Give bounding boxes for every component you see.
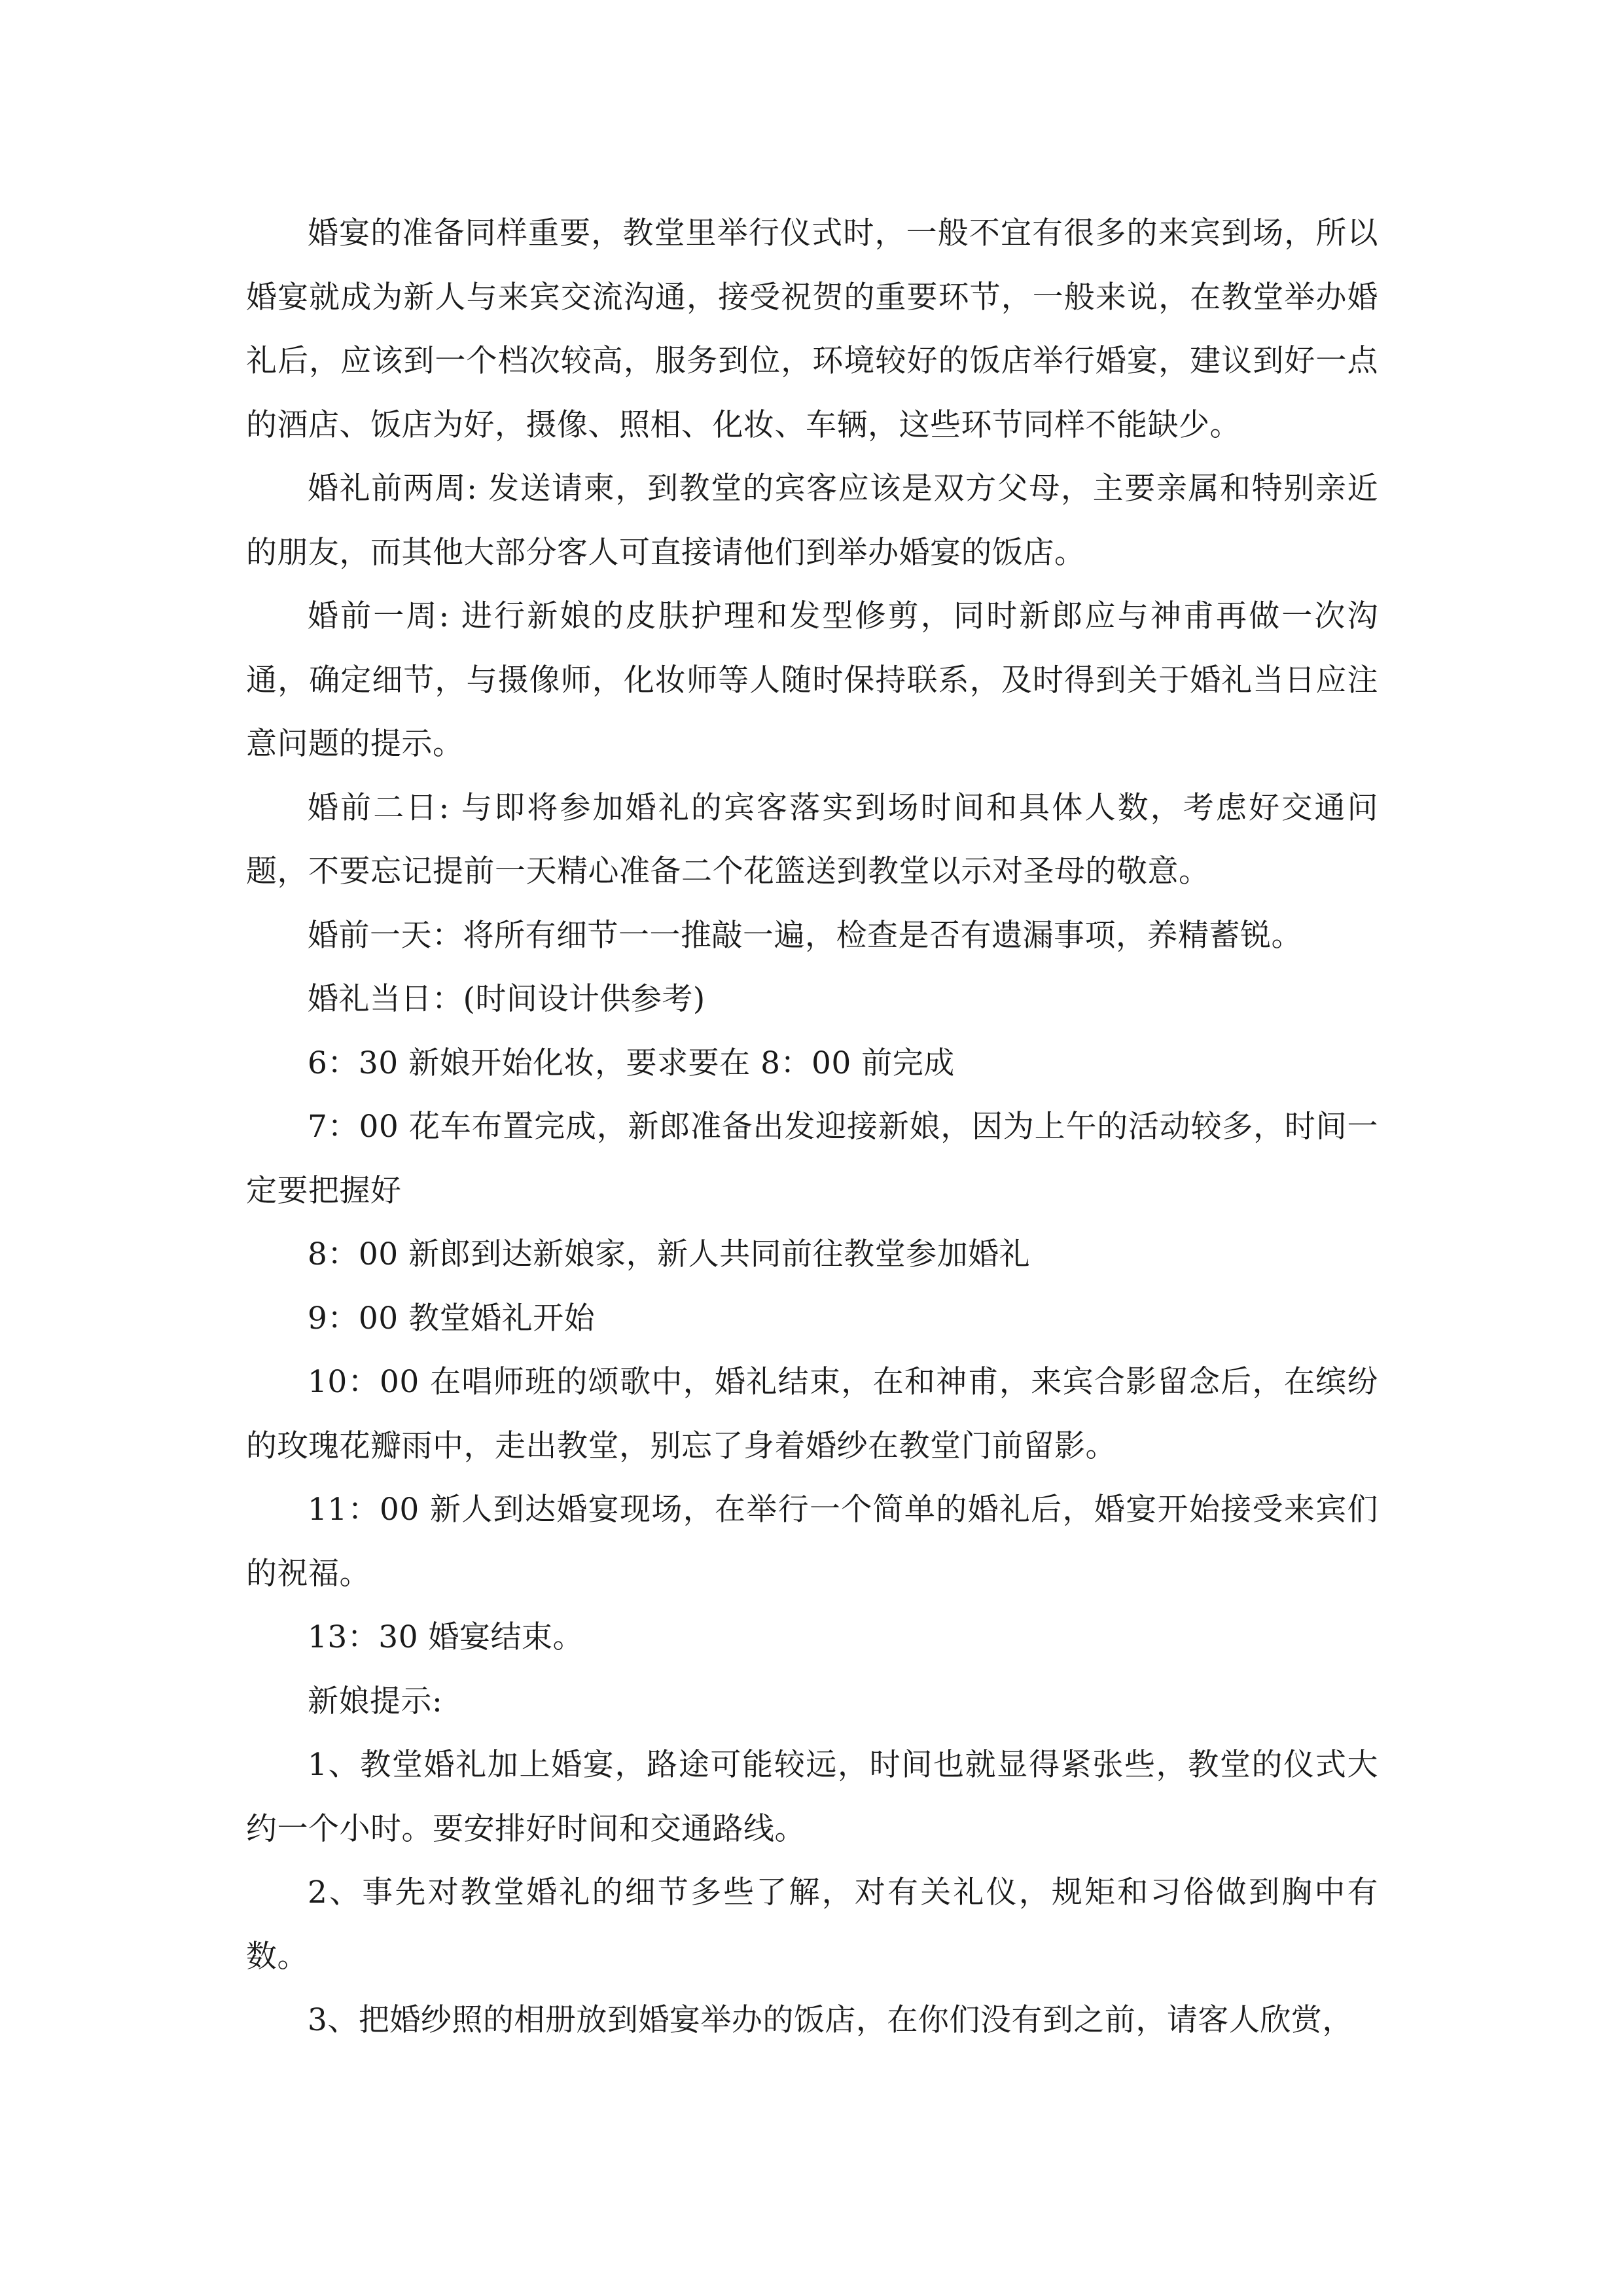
paragraph-two-weeks-before: 婚礼前两周: 发送请柬，到教堂的宾客应该是双方父母，主要亲属和特别亲近的朋友，而其他大部分客人可直接请他们到举办婚宴的饭店。 (246, 471, 1378, 571)
paragraph-one-week-before: 婚前一周: 进行新娘的皮肤护理和发型修剪，同时新郎应与神甫再做一次沟通，确定细节，与摄像师，化妆师等人随时保持联系，及时得到关于婚礼当日应注意问题的提示。 (246, 598, 1378, 762)
schedule-item-1100: 11：00 新人到达婚宴现场，在举行一个简单的婚礼后，婚宴开始接受来宾们的祝福。 (246, 1492, 1378, 1592)
paragraph-banquet-preparation: 婚宴的准备同样重要，教堂里举行仪式时，一般不宜有很多的来宾到场，所以婚宴就成为新人与来宾交流沟通，接受祝贺的重要环节，一般来说，在教堂举办婚礼后，应该到一个档次较高，服务到位，环境较好的饭店举行婚宴，建议到好一点的酒店、饭店为好，摄像、照相、化妆、车辆，这些环节同样不能缺少。 (246, 215, 1378, 443)
schedule-item-0800: 8：00 新郎到达新娘家，新人共同前往教堂参加婚礼 (308, 1236, 1031, 1272)
schedule-item-1000: 10：00 在唱师班的颂歌中，婚礼结束，在和神甫，来宾合影留念后，在缤纷的玫瑰花瓣雨中，走出教堂，别忘了身着婚纱在教堂门前留影。 (246, 1364, 1378, 1464)
paragraph-two-days-before: 婚前二日: 与即将参加婚礼的宾客落实到场时间和具体人数，考虑好交通问题，不要忘记提前一天精心准备二个花篮送到教堂以示对圣母的敬意。 (246, 789, 1378, 889)
bride-tips-heading: 新娘提示: (308, 1683, 443, 1719)
schedule-item-0700: 7：00 花车布置完成，新郎准备出发迎接新娘，因为上午的活动较多，时间一定要把握好 (246, 1109, 1378, 1209)
schedule-item-1330: 13：30 婚宴结束。 (308, 1619, 584, 1655)
document-body (246, 202, 1378, 2053)
paragraph-one-day-before: 婚前一天：将所有细节一一推敲一遍，检查是否有遗漏事项，养精蓄锐。 (308, 917, 1302, 954)
bride-tip-1: 1、教堂婚礼加上婚宴，路途可能较远，时间也就显得紧张些，教堂的仪式大约一个小时。要安排好时间和交通路线。 (246, 1747, 1378, 1847)
paragraph-wedding-day-heading: 婚礼当日：(时间设计供参考) (308, 981, 705, 1017)
bride-tip-2: 2、事先对教堂婚礼的细节多些了解，对有关礼仪，规矩和习俗做到胸中有数。 (246, 1874, 1378, 1975)
schedule-item-0900: 9：00 教堂婚礼开始 (308, 1300, 596, 1336)
bride-tip-3: 3、把婚纱照的相册放到婚宴举办的饭店，在你们没有到之前，请客人欣赏， (308, 2002, 1353, 2038)
schedule-item-0630: 6：30 新娘开始化妆，要求要在 8：00 前完成 (308, 1045, 955, 1081)
